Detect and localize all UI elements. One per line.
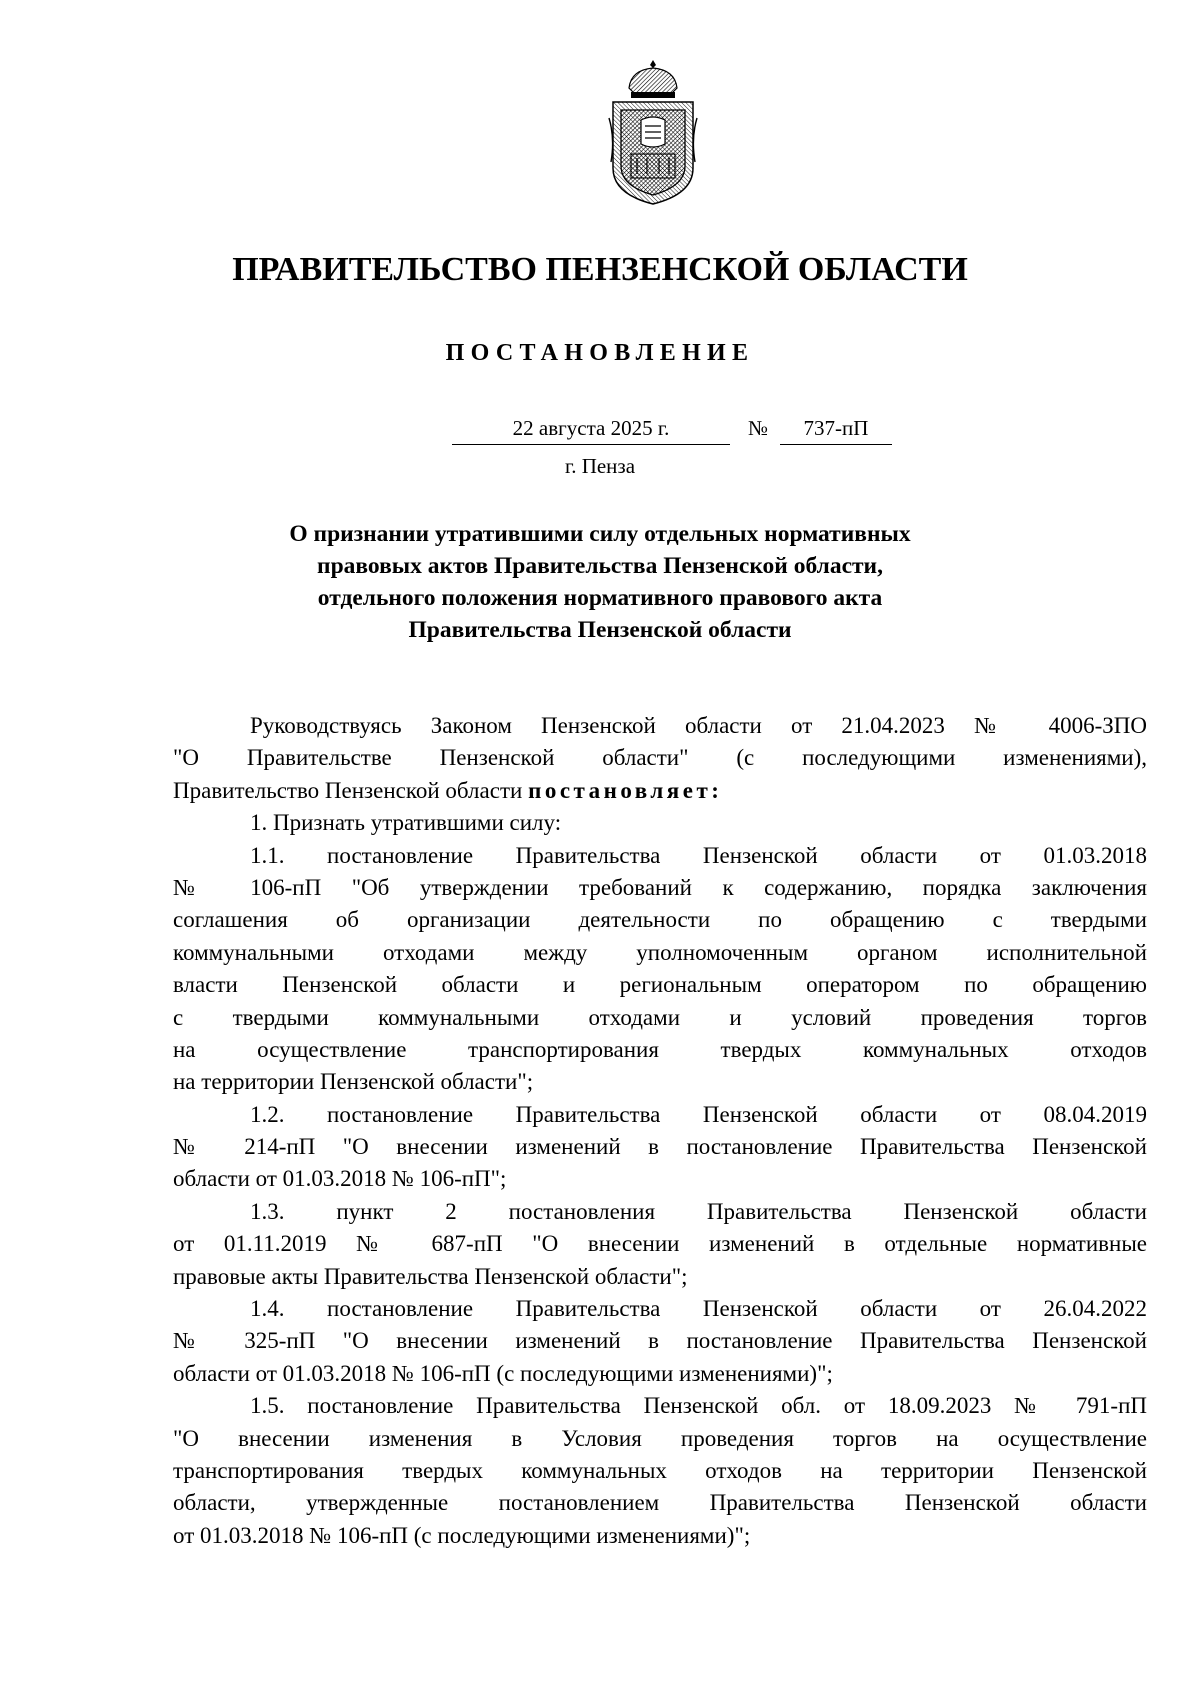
preamble-line: "О Правительстве Пензенской области" (с последующими изменениями), — [173, 745, 1147, 771]
paragraph-item-1-2-line: 1.2. постановление Правительства Пензенской области от 08.04.2019 — [250, 1101, 1147, 1127]
paragraph-item-1-5-line: 1.5. постановление Правительства Пензенской обл. от 18.09.2023 № 791-пП — [250, 1393, 1147, 1419]
document-title — [0, 518, 1200, 646]
paragraph-item-1-3-line: правовые акты Правительства Пензенской области"; — [173, 1263, 688, 1289]
resolves-word: постановляет: — [528, 777, 723, 803]
title-line: О признании утратившими силу отдельных нормативных — [289, 521, 911, 547]
paragraph-item-1-1-line: на территории Пензенской области"; — [173, 1069, 534, 1095]
title-line: правовых актов Правительства Пензенской области, — [317, 553, 883, 579]
paragraph-item-1-5-line: от 01.03.2018 № 106-пП (с последующими изменениями)"; — [173, 1522, 751, 1548]
paragraph-item-1-4-line: № 325-пП "О внесении изменений в постановление Правительства Пензенской — [173, 1328, 1147, 1354]
title-line: отдельного положения нормативного правового акта — [317, 585, 883, 611]
document-number: 737-пП — [780, 414, 892, 445]
paragraph-item-1-1-line: на осуществление транспортирования твердых коммунальных отходов — [173, 1036, 1147, 1062]
number-sign: № — [747, 416, 769, 440]
paragraph-item-1-1-line: соглашения об организации деятельности по обращению с твердыми — [173, 907, 1147, 933]
paragraph-item-1: 1. Признать утратившими силу: — [250, 810, 562, 836]
organization-title: ПРАВИТЕЛЬСТВО ПЕНЗЕНСКОЙ ОБЛАСТИ — [232, 251, 968, 288]
paragraph-item-1-1-line: власти Пензенской области и региональным оператором по обращению — [173, 972, 1147, 998]
paragraph-item-1-5-line: "О внесении изменения в Условия проведения торгов на осуществление — [173, 1425, 1147, 1451]
document-type: ПОСТАНОВЛЕНИЕ — [445, 340, 755, 366]
paragraph-item-1-4-line: области от 01.03.2018 № 106-пП (с последующими изменениями)"; — [173, 1360, 833, 1386]
title-line: Правительства Пензенской области — [408, 617, 792, 643]
document-city: г. Пенза — [564, 454, 636, 478]
preamble-line: Руководствуясь Законом Пензенской области от 21.04.2023 № 4006-ЗПО — [250, 713, 1147, 738]
document-date: 22 августа 2025 г. — [452, 414, 730, 445]
paragraph-item-1-3-line: 1.3. пункт 2 постановления Правительства Пензенской области — [250, 1198, 1147, 1224]
paragraph-item-1-2-line: области от 01.03.2018 № 106-пП"; — [173, 1166, 507, 1192]
paragraph-item-1-5-line: области, утвержденные постановлением Правительства Пензенской области — [173, 1490, 1147, 1516]
paragraph-item-1-2-line: № 214-пП "О внесении изменений в постановление Правительства Пензенской — [173, 1134, 1147, 1160]
paragraph-item-1-1-line: № 106-пП "Об утверждении требований к содержанию, порядка заключения — [173, 874, 1147, 900]
paragraph-item-1-5-line: транспортирования твердых коммунальных отходов на территории Пензенской — [173, 1457, 1147, 1483]
preamble-line — [173, 775, 1147, 807]
paragraph-item-1-1-line: коммунальными отходами между уполномоченным органом исполнительной — [173, 939, 1147, 965]
paragraph-item-1-1-line: с твердыми коммунальными отходами и условий проведения торгов — [173, 1004, 1147, 1030]
paragraph-item-1-3-line: от 01.11.2019 № 687-пП "О внесении изменений в отдельные нормативные — [173, 1231, 1147, 1257]
paragraph-item-1-4-line: 1.4. постановление Правительства Пензенской области от 26.04.2022 — [250, 1296, 1147, 1322]
paragraph-item-1-1-line: 1.1. постановление Правительства Пензенской области от 01.03.2018 — [250, 842, 1147, 868]
preamble-text: Правительство Пензенской области — [173, 777, 523, 803]
document-body — [173, 710, 1147, 1552]
coat-of-arms-icon — [607, 58, 699, 206]
